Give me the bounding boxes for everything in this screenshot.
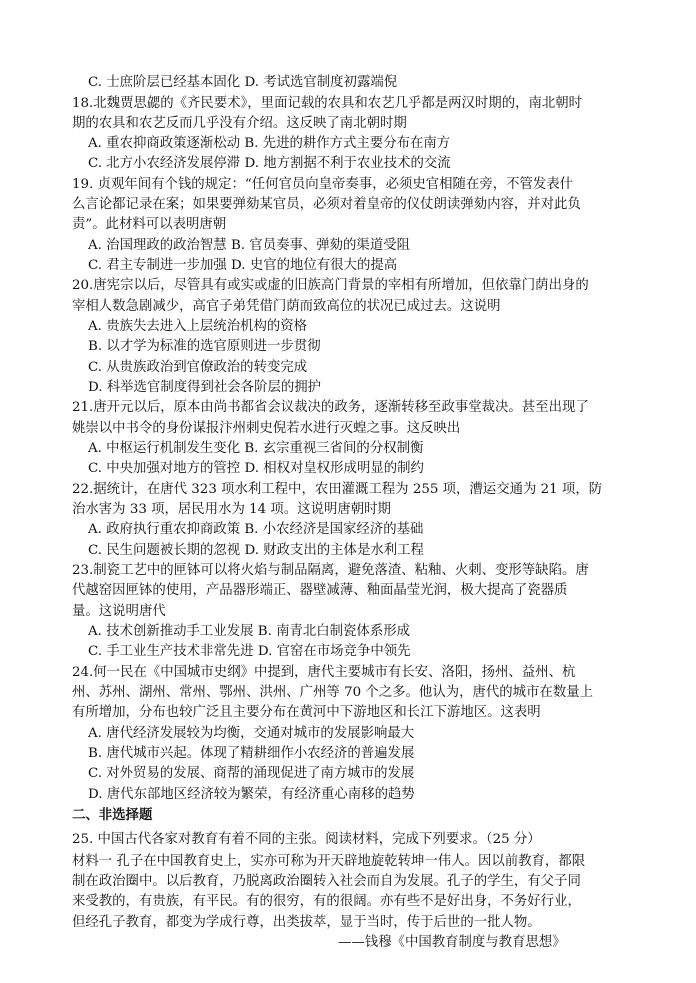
option-line: C. 中央加强对地方的管控 D. 相权对皇权形成明显的制约 — [88, 461, 424, 476]
question-23: 23.制瓷工艺中的匣钵可以将火焰与制品隔离，避免落渣、粘釉、火刺、变形等缺陷。唐 — [72, 563, 589, 578]
question-20: 20.唐宪宗以后，尽管具有或实或虚的旧族高门背景的宰相有所增加，但依靠门荫出身的 — [72, 278, 589, 293]
option-line: A. 唐代经济发展较为均衡，交通对城市的发展影响最大 — [88, 726, 415, 741]
option-line: D. 科举选官制度得到社会各阶层的拥护 — [88, 380, 322, 395]
material-text: 来受教的，有贵族，有平民。有的很穷，有的很阔。亦有些不是好出身，不务好行业， — [72, 894, 581, 909]
option-line: B. 唐代城市兴起。体现了精耕细作小农经济的普遍发展 — [88, 746, 415, 761]
option-line: A. 重农抑商政策逐渐松动 B. 先进的耕作方式主要分布在南方 — [88, 136, 451, 151]
question-19: 19. 贞观年间有个钱的规定：“任何官员向皇帝奏事，必须史官相随在旁，不管发表什 — [72, 177, 574, 192]
option-line: C. 士庶阶层已经基本固化 D. 考试选官制度初露端倪 — [88, 75, 398, 90]
option-line: C. 君主专制进一步加强 D. 史官的地位有很大的提高 — [88, 258, 398, 273]
material-text: 但经孔子教育，都变为学成行尊，出类拔萃，显于当时，传于后世的一批人物。 — [72, 915, 541, 930]
option-line: C. 从贵族政治到官僚政治的转变完成 — [88, 360, 308, 375]
question-text: 宰相人数急剧减少，高官子弟凭借门荫而致高位的状况已成过去。这说明 — [72, 299, 501, 314]
option-line: A. 政府执行重农抑商政策 B. 小农经济是国家经济的基础 — [88, 522, 424, 537]
question-text: 州、苏州、湖州、常州、鄂州、洪州、广州等 70 个之多。他认为，唐代的城市在数量上 — [72, 685, 594, 700]
question-text: 治水害为 33 项，居民用水为 14 项。这说明唐朝时期 — [72, 502, 391, 517]
option-line: C. 对外贸易的发展、商帮的涌现促进了南方城市的发展 — [88, 766, 415, 781]
question-18: 18.北魏贾思勰的《齐民要术》，里面记载的农具和农艺几乎都是两汉时期的，南北朝时 — [72, 96, 583, 111]
option-line: D. 唐代东部地区经济较为繁荣，有经济重心南移的趋势 — [88, 787, 415, 802]
question-text: 期的农具和农艺反而几乎没有介绍。这反映了南北朝时期 — [72, 116, 407, 131]
option-line: C. 民生问题被长期的忽视 D. 财政支出的主体是水利工程 — [88, 543, 424, 558]
material-source: ——钱穆《中国教育制度与教育思想》 — [338, 935, 566, 950]
question-text: 量。这说明唐代 — [72, 604, 166, 619]
question-text: 姚崇以中书令的身份谋报汴州刺史倪若水进行灭蝗之事。这反映出 — [72, 421, 461, 436]
material-text: 制在政治圈中。以后教育，乃脱离政治圈转入社会而自为发展。孔子的学生，有父子同 — [72, 874, 581, 889]
option-line: A. 贵族失去进入上层统治机构的资格 — [88, 319, 308, 334]
question-22: 22.据统计，在唐代 323 项水利工程中，农田灌溉工程为 255 项，漕运交通为 21 项，防 — [72, 482, 603, 497]
option-line: C. 手工业生产技术非常先进 D. 官窑在市场竞争中领先 — [88, 644, 411, 659]
option-line: A. 中枢运行机制发生变化 B. 玄宗重视三省间的分权制衡 — [88, 441, 424, 456]
question-text: 责”。此材料可以表明唐朝 — [72, 217, 227, 232]
section-heading: 二、非选择题 — [72, 808, 153, 823]
question-text: 代越窑因匣钵的使用，产品器形端正、器壁减薄、釉面晶莹光润，极大提高了瓷器质 — [72, 583, 568, 598]
question-21: 21.唐开元以后，原本由尚书都省会议裁决的政务，逐渐转移至政事堂裁决。甚至出现了 — [72, 400, 589, 415]
option-line: A. 治国理政的政治智慧 B. 官员奏事、弹劾的渠道受阻 — [88, 238, 410, 253]
option-line: C. 北方小农经济发展停滞 D. 地方割据不利于农业技术的交流 — [88, 156, 451, 171]
question-25: 25. 中国古代各家对教育有着不同的主张。阅读材料，完成下列要求。（25 分） — [72, 832, 541, 847]
question-24: 24.何一民在《中国城市史纲》中提到，唐代主要城市有长安、洛阳，扬州、益州、杭 — [72, 665, 576, 680]
option-line: B. 以才学为标准的选官原则进一步贯彻 — [88, 339, 321, 354]
question-text: 么言论都记录在案；如果要弹劾某官员，必须对着皇帝的仪仗朗读弹劾内容，并对此负 — [72, 197, 581, 212]
question-text: 有所增加，分布也较广泛且主要分布在黄河中下游地区和长江下游地区。这表明 — [72, 705, 541, 720]
option-line: A. 技术创新推动手工业发展 B. 南青北白制瓷体系形成 — [88, 624, 410, 639]
material-text: 材料一 孔子在中国教育史上，实亦可称为开天辟地旋乾转坤一伟人。因以前教育，都限 — [72, 854, 586, 869]
